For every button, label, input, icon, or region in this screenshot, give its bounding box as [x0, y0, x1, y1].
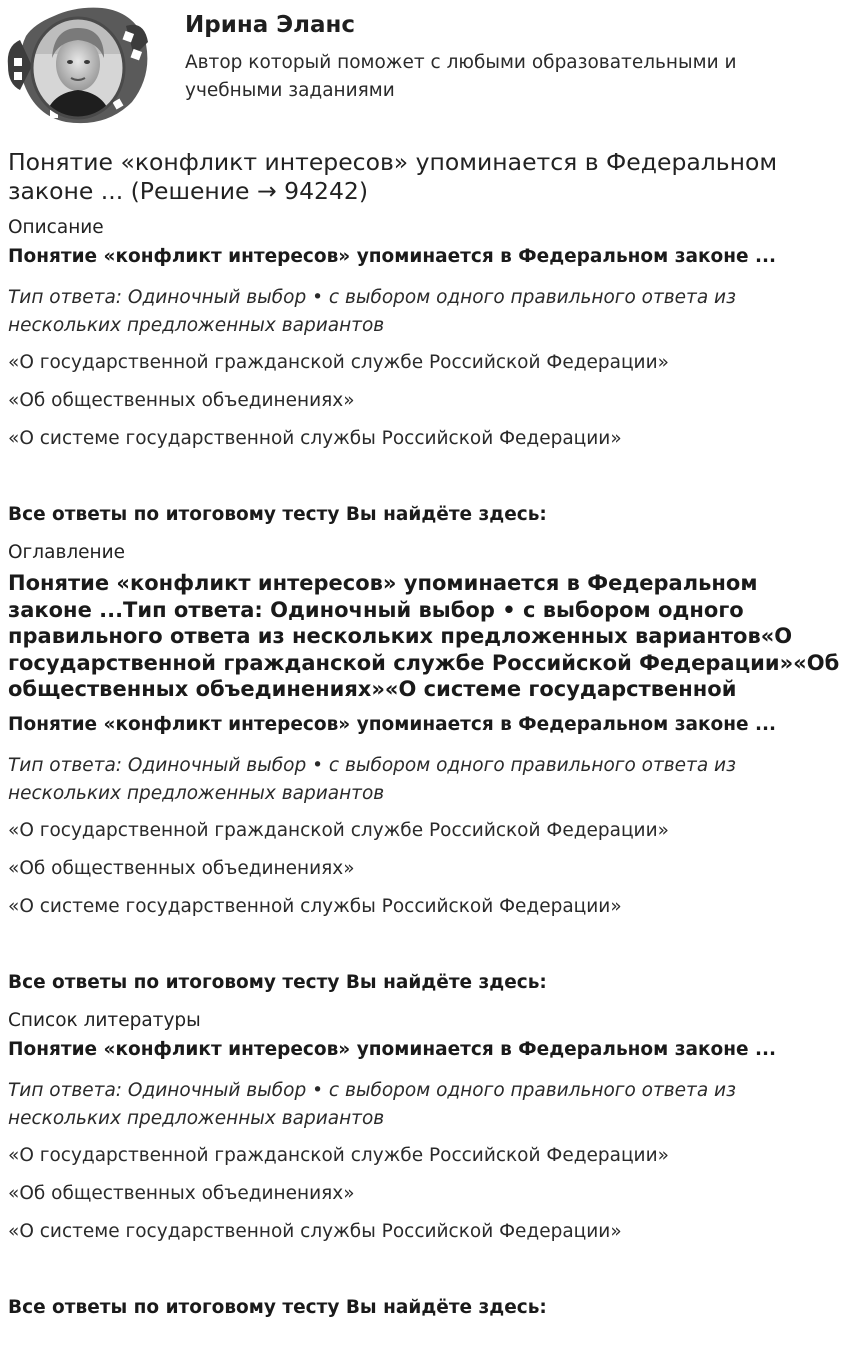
answer-option: «О системе государственной службы Российской Федерации»: [8, 1220, 622, 1242]
toc-heading: Понятие «конфликт интересов» упоминается в Федеральном законе ...Тип ответа: Одиночный выбор • с выбором одного правильного ответа из нескольких предложенных вариантов«О государственной гражданской службе Российской Федерации»«Об общественных объединениях»«О системе государственной: [8, 571, 840, 701]
author-header: [0, 0, 847, 130]
author-description: Автор который поможет с любыми образовательными и учебными заданиями: [185, 52, 737, 101]
answer-option: «О государственной гражданской службе Российской Федерации»: [8, 1144, 669, 1166]
question-type: Тип ответа: Одиночный выбор • с выбором одного правильного ответа из нескольких предложенных вариантов: [8, 1079, 736, 1129]
all-answers-note: Все ответы по итоговому тесту Вы найдёте здесь:: [8, 504, 547, 525]
all-answers-note: Все ответы по итоговому тесту Вы найдёте здесь:: [8, 1296, 547, 1318]
answer-option: «О государственной гражданской службе Российской Федерации»: [8, 352, 669, 373]
question-text: Понятие «конфликт интересов» упоминается в Федеральном законе ...: [8, 713, 777, 735]
section-label-description: Описание: [8, 217, 104, 238]
all-answers-note: Все ответы по итоговому тесту Вы найдёте здесь:: [8, 971, 547, 993]
question-type: Тип ответа: Одиночный выбор • с выбором одного правильного ответа из нескольких предложенных вариантов: [8, 287, 736, 336]
answer-option: «О государственной гражданской службе Российской Федерации»: [8, 819, 669, 841]
question-text: Понятие «конфликт интересов» упоминается в Федеральном законе ...: [8, 1038, 777, 1060]
question-text: Понятие «конфликт интересов» упоминается в Федеральном законе ...: [8, 246, 777, 267]
author-avatar[interactable]: [6, 6, 152, 126]
answer-option: «О системе государственной службы Российской Федерации»: [8, 428, 622, 449]
section-label-toc: Оглавление: [8, 542, 126, 563]
answer-option: «О системе государственной службы Российской Федерации»: [8, 895, 622, 917]
answer-option: «Об общественных объединениях»: [8, 857, 355, 879]
page-title: Понятие «конфликт интересов» упоминается в Федеральном законе ... (Решение → 94242): [8, 148, 778, 205]
section-label-literature: Список литературы: [8, 1009, 201, 1031]
main-content: [8, 148, 840, 1334]
answer-option: «Об общественных объединениях»: [8, 1182, 355, 1204]
answer-option: «Об общественных объединениях»: [8, 390, 355, 411]
author-name[interactable]: Ирина Эланс: [185, 12, 356, 38]
question-type: Тип ответа: Одиночный выбор • с выбором одного правильного ответа из нескольких предложенных вариантов: [8, 754, 736, 804]
